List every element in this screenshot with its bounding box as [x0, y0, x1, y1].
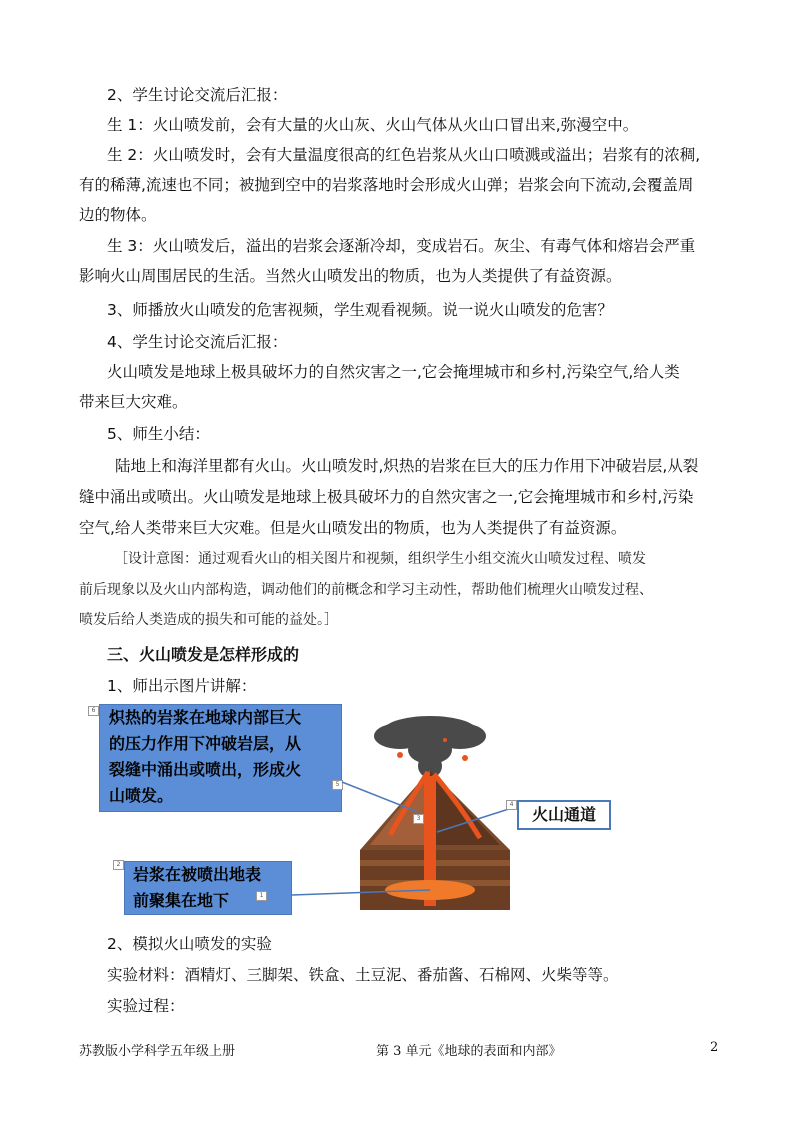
para-line: 火山喷发是地球上极具破坏力的自然灾害之一,它会掩埋城市和乡村,污染空气,给人类: [107, 363, 680, 381]
para-line: 空气,给人类带来巨大灾难。但是火山喷发出的物质，也为人类提供了有益资源。: [79, 519, 627, 537]
callout-line: 岩浆在被喷出地表: [133, 865, 262, 884]
anchor-marker: 2: [113, 860, 124, 870]
callout-magma-chamber: [124, 861, 292, 915]
anchor-marker: 4: [506, 800, 517, 810]
anchor-marker: 3: [413, 814, 424, 824]
para-line: 1、师出示图片讲解：: [107, 677, 257, 695]
para-line: 带来巨大灾难。: [79, 393, 188, 411]
callout-line: 山喷发。: [109, 786, 174, 805]
para-line: 4、学生讨论交流后汇报：: [107, 333, 288, 351]
para-line: 2、模拟火山喷发的实验: [107, 935, 272, 953]
page-number: 2: [710, 1040, 719, 1055]
section-heading: 三、火山喷发是怎样形成的: [107, 645, 300, 664]
anchor-marker: 5: [332, 780, 343, 790]
design-intent-line: 喷发后给人类造成的损失和可能的益处。］: [79, 612, 338, 628]
para-line: 5、师生小结：: [107, 425, 210, 443]
label-volcanic-channel: 火山通道: [517, 800, 611, 830]
para-line: 3、师播放火山喷发的危害视频，学生观看视频。说一说火山喷发的危害？: [107, 301, 613, 319]
para-line: 边的物体。: [79, 206, 157, 224]
para-line: 生 2：火山喷发时，会有大量温度很高的红色岩浆从火山口喷溅或溢出；岩浆有的浓稠,: [107, 146, 701, 164]
para-line: 实验过程：: [107, 997, 185, 1015]
para-line: 缝中涌出或喷出。火山喷发是地球上极具破坏力的自然灾害之一,它会掩埋城市和乡村,污染: [79, 488, 694, 506]
para-line: 2、学生讨论交流后汇报：: [107, 86, 288, 104]
callout-line: 裂缝中涌出或喷出，形成火: [109, 760, 302, 779]
para-line: 影响火山周围居民的生活。当然火山喷发出的物质，也为人类提供了有益资源。: [79, 267, 622, 285]
para-line: 实验材料：酒精灯、三脚架、铁盒、土豆泥、番茄酱、石棉网、火柴等等。: [107, 966, 619, 984]
callout-line: 的压力作用下冲破岩层，从: [109, 734, 302, 753]
callout-line: 炽热的岩浆在地球内部巨大: [109, 708, 302, 727]
anchor-marker: 6: [88, 706, 99, 716]
footer-unit: 第 3 单元《地球的表面和内部》: [376, 1044, 562, 1059]
callout-line: 前聚集在地下: [133, 891, 230, 910]
para-line: 陆地上和海洋里都有火山。火山喷发时,炽热的岩浆在巨大的压力作用下冲破岩层,从裂: [115, 457, 699, 475]
para-line: 生 3：火山喷发后，溢出的岩浆会逐渐冷却，变成岩石。灰尘、有毒气体和熔岩会严重: [107, 237, 696, 255]
footer-textbook: 苏教版小学科学五年级上册: [79, 1044, 236, 1059]
para-line: 生 1：火山喷发前，会有大量的火山灰、火山气体从火山口冒出来,弥漫空中。: [107, 116, 639, 134]
para-line: 有的稀薄,流速也不同；被抛到空中的岩浆落地时会形成火山弹；岩浆会向下流动,会覆盖周: [79, 176, 694, 194]
anchor-marker: 1: [256, 891, 267, 901]
design-intent-line: 前后现象以及火山内部构造，调动他们的前概念和学习主动性，帮助他们梳理火山喷发过程、: [79, 582, 653, 598]
design-intent-line: ［设计意图：通过观看火山的相关图片和视频，组织学生小组交流火山喷发过程、喷发: [114, 551, 646, 567]
